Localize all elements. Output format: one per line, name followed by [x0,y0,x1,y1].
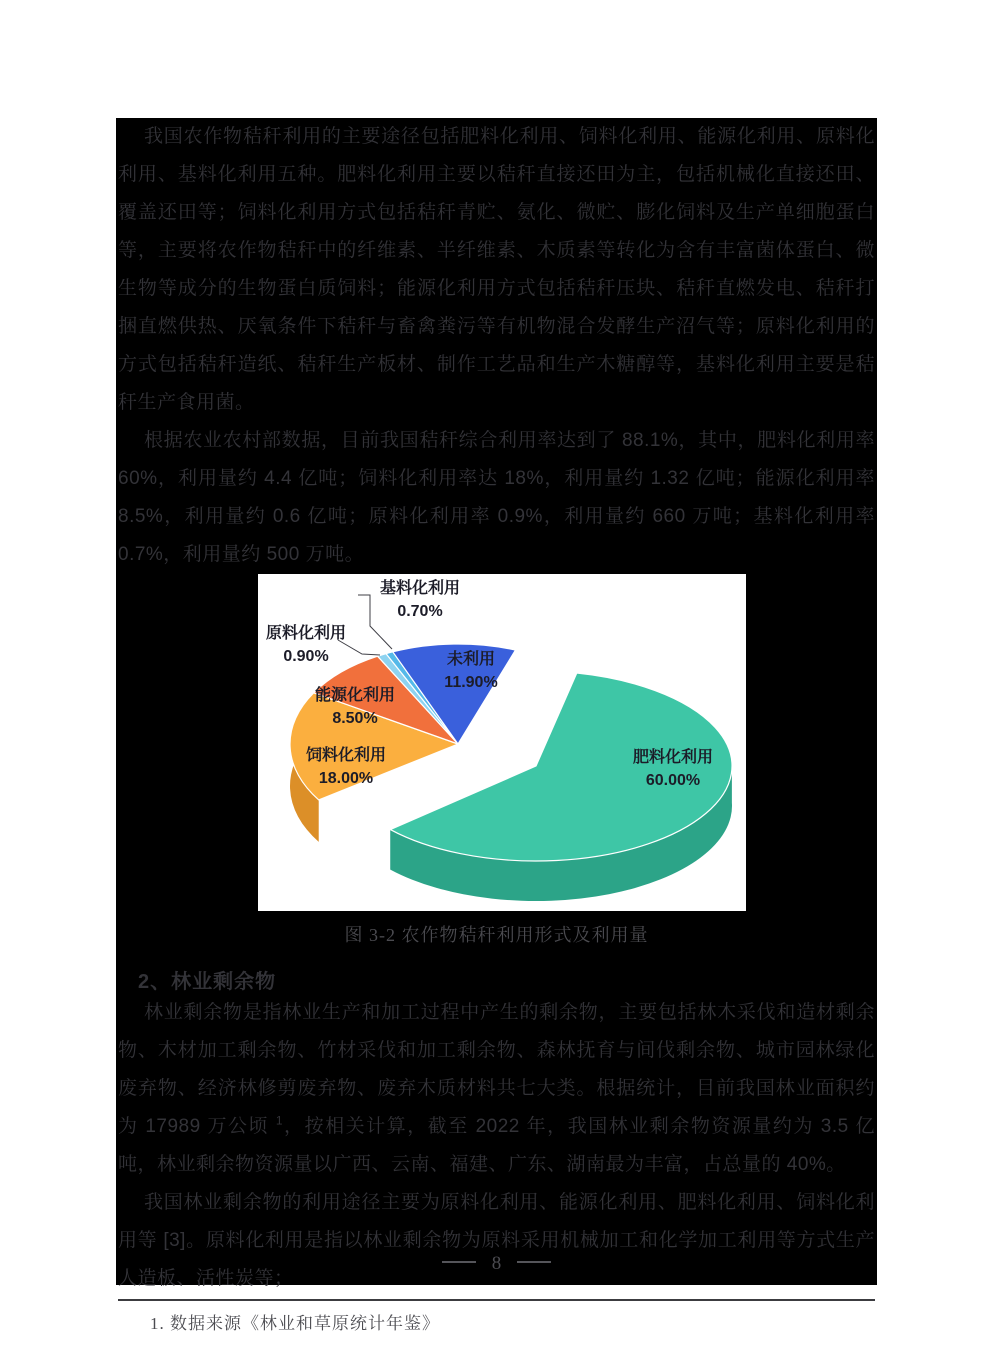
page-content-area [116,118,877,1333]
footnote-text: 1. 数据来源《林业和草原统计年鉴》 [150,1314,440,1333]
pie-slice-label: 能源化利用 8.50% [314,687,396,727]
page-number: 8 [491,1253,502,1274]
pie-slice-label: 未利用 11.90% [444,651,498,691]
pie-slice-label: 饲料化利用 18.00% [305,747,387,787]
footer-dash-right [517,1261,551,1263]
paragraph-forestry-utilization: 我国林业剩余物的利用途径主要为原料化利用、能源化利用、肥料化利用、饲料化利用等 [3]。原料化利用是指以林业剩余物为原料采用机械加工和化学加工利用等方式生产人造板、活性炭等； [118,1192,875,1289]
pie-slice-label: 肥料化利用 60.00% [632,749,714,789]
section-heading: 2、林业剩余物 [138,971,277,993]
pie-slice-label: 基料化利用 0.70% [379,580,461,620]
pie-chart-figure [258,574,746,911]
footer-dash-left [442,1261,476,1263]
footnote-separator [118,1299,875,1301]
figure-caption: 图 3-2 农作物秸秆利用形式及利用量 [344,925,649,945]
paragraph-straw-utilization-rates: 根据农业农村部数据，目前我国秸秆综合利用率达到了 88.1%，其中，肥料化利用率 60%，利用量约 4.4 亿吨；饲料化利用率达 18%，利用量约 1.32 亿吨；能源化利用率 8.5%，利用量约 0.6 亿吨；原料化利用率 0.9%，利用量约 660 万吨；基料化利用率 0.7%，利用量约 500 万吨。 [118,430,875,565]
pie-slice-label: 原料化利用 0.90% [265,625,347,665]
paragraph-text-segment: 林业剩余物是指林业生产和加工过程中产生的剩余物，主要包括林木采伐和造材剩余物、木材加工剩余物、竹材采伐和加工剩余物、森林抚育与间伐剩余物、城市园林绿化废弃物、经济林修剪废弃物、废弃木质材料共七大类。根据统计，目前我国林业面积约为 17989 万公顷 [118,1002,875,1137]
footnote-marker: 1 [275,1113,284,1128]
paragraph-text-segment: ，按相关计算，截至 2022 年，我国林业剩余物资源量约为 3.5 亿吨，林业剩余物资源量以广西、云南、福建、广东、湖南最为丰富，占总量的 40%。 [118,1116,876,1175]
paragraph-straw-utilization-types: 我国农作物秸秆利用的主要途径包括肥料化利用、饲料化利用、能源化利用、原料化利用、基料化利用五种。肥料化利用主要以秸秆直接还田为主，包括机械化直接还田、覆盖还田等；饲料化利用方式包括秸秆青贮、氨化、微贮、膨化饲料及生产单细胞蛋白等，主要将农作物秸秆中的纤维素、半纤维素、木质素等转化为含有丰富菌体蛋白、微生物等成分的生物蛋白质饲料；能源化利用方式包括秸秆压块、秸秆直燃发电、秸秆打捆直燃供热、厌氧条件下秸秆与畜禽粪污等有机物混合发酵生产沼气等；原料化利用的方式包括秸秆造纸、秸秆生产板材、制作工艺品和生产木糖醇等，基料化利用主要是秸秆生产食用菌。 [118,126,875,413]
page-footer [116,1253,877,1275]
paragraph-forestry-residues [118,994,875,1184]
pie-chart-svg [258,574,746,911]
text-column [116,118,877,1334]
